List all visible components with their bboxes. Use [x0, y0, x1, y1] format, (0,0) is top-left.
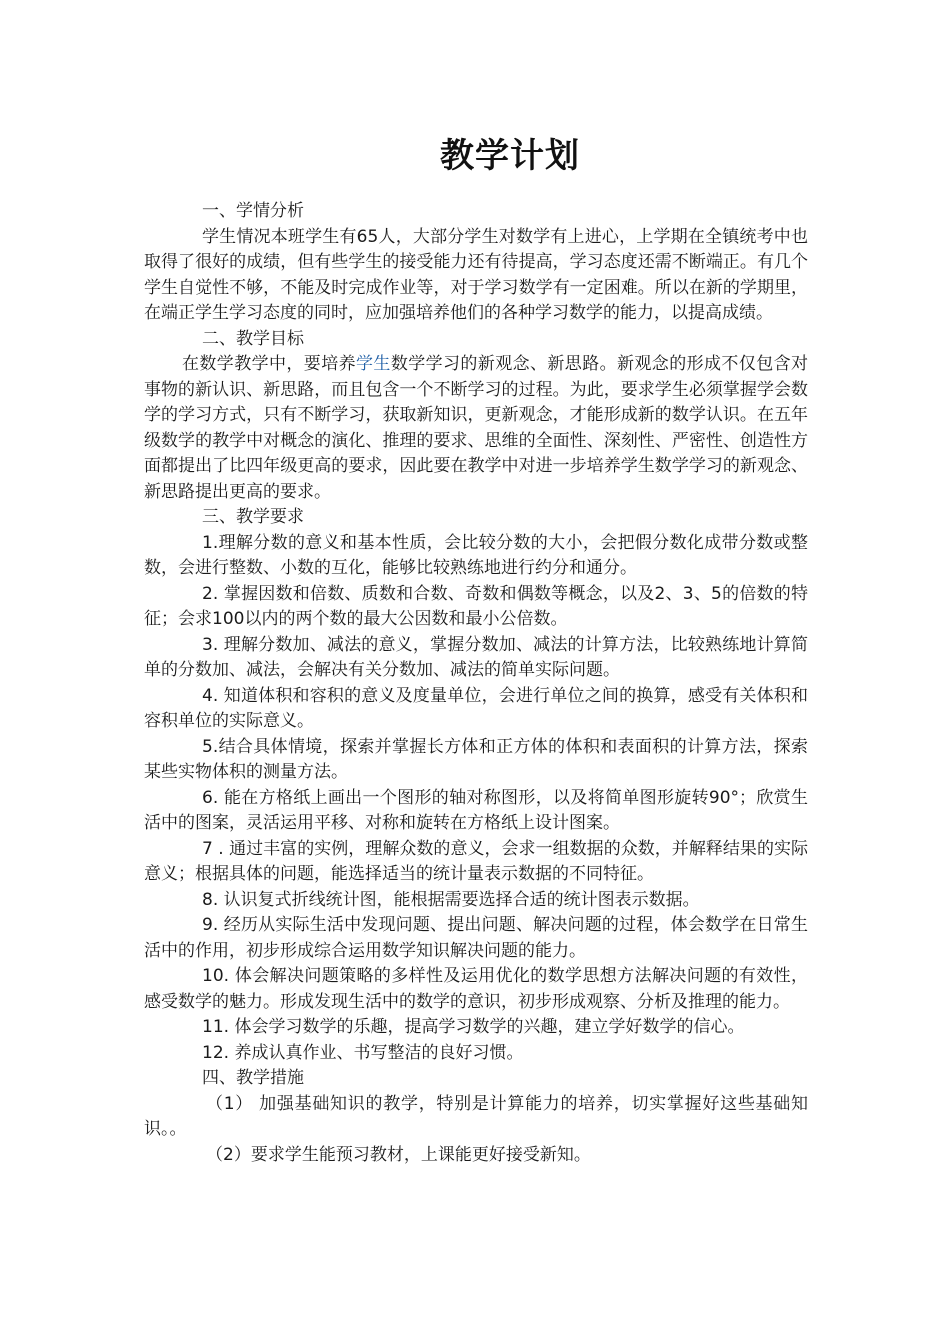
- requirement-item-3: 3. 理解分数加、减法的意义，掌握分数加、减法的计算方法，比较熟练地计算简单的分数加、减法，会解决有关分数加、减法的简单实际问题。: [144, 634, 808, 680]
- requirement-item-10: 10. 体会解决问题策略的多样性及运用优化的数学思想方法解决问题的有效性，感受数学的魅力。形成发现生活中的数学的意识，初步形成观察、分析及推理的能力。: [144, 966, 808, 1012]
- requirement-item-7: 7 . 通过丰富的实例，理解众数的意义，会求一组数据的众数，并解释结果的实际意义；根据具体的问题，能选择适当的统计量表示数据的不同特征。: [144, 838, 808, 884]
- goals-paragraph: [144, 352, 808, 505]
- document-body: [144, 199, 808, 1168]
- goals-text-after-link: 数学学习的新观念、新思路。新观念的形成不仅包含对事物的新认识、新思路，而且包含一个不断学习的过程。为此，要求学生必须掌握学会数学的学习方式，只有不断学习，获取新知识，更新观念，才能形成新的数学认识。在五年级数学的教学中对概念的演化、推理的要求、思维的全面性、深刻性、严密性、创造性方面都提出了比四年级更高的要求，因此要在教学中对进一步培养学生数学学习的新观念、新思路提出更高的要求。: [144, 354, 809, 502]
- measure-item-1: （1） 加强基础知识的教学，特别是计算能力的培养，切实掌握好这些基础知识。。: [144, 1093, 808, 1139]
- requirement-item-1: 1.理解分数的意义和基本性质，会比较分数的大小，会把假分数化成带分数或整数，会进行整数、小数的互化，能够比较熟练地进行约分和通分。: [144, 532, 808, 578]
- goals-text-before-link: 在数学教学中，要培养: [182, 354, 356, 374]
- requirement-item-2: 2. 掌握因数和倍数、质数和合数、奇数和偶数等概念，以及2、3、5的倍数的特征；会求100以内的两个数的最大公因数和最小公倍数。: [144, 583, 808, 629]
- requirement-item-4: 4. 知道体积和容积的意义及度量单位，会进行单位之间的换算，感受有关体积和容积单位的实际意义。: [144, 685, 808, 731]
- section-heading-goals: 二、教学目标: [202, 328, 304, 349]
- section-heading-analysis: 一、学情分析: [202, 201, 304, 221]
- section-heading-measures: 四、教学措施: [202, 1068, 304, 1088]
- student-link[interactable]: 学生: [356, 354, 391, 374]
- measure-item-2: （2）要求学生能预习教材，上课能更好接受新知。: [206, 1144, 591, 1165]
- requirement-item-6: 6. 能在方格纸上画出一个图形的轴对称图形，以及将简单图形旋转90°；欣赏生活中的图案，灵活运用平移、对称和旋转在方格纸上设计图案。: [144, 787, 808, 833]
- requirement-item-11: 11. 体会学习数学的乐趣，提高学习数学的兴趣，建立学好数学的信心。: [202, 1017, 745, 1037]
- requirement-item-12: 12. 养成认真作业、书写整洁的良好习惯。: [202, 1042, 524, 1063]
- requirement-item-9: 9. 经历从实际生活中发现问题、提出问题、解决问题的过程，体会数学在日常生活中的作用，初步形成综合运用数学知识解决问题的能力。: [144, 915, 808, 961]
- requirement-item-5: 5.结合具体情境，探索并掌握长方体和正方体的体积和表面积的计算方法，探索某些实物体积的测量方法。: [144, 736, 808, 782]
- requirement-item-8: 8. 认识复式折线统计图，能根据需要选择合适的统计图表示数据。: [202, 889, 700, 910]
- document-title: 教学计划: [440, 136, 580, 176]
- analysis-paragraph: 学生情况本班学生有65人，大部分学生对数学有上进心，上学期在全镇统考中也取得了很好的成绩，但有些学生的接受能力还有待提高，学习态度还需不断端正。有几个学生自觉性不够，不能及时完成作业等，对于学习数学有一定困难。所以在新的学期里，在端正学生学习态度的同时，应加强培养他们的各种学习数学的能力，以提高成绩。: [144, 226, 808, 323]
- section-heading-requirements: 三、教学要求: [202, 507, 304, 527]
